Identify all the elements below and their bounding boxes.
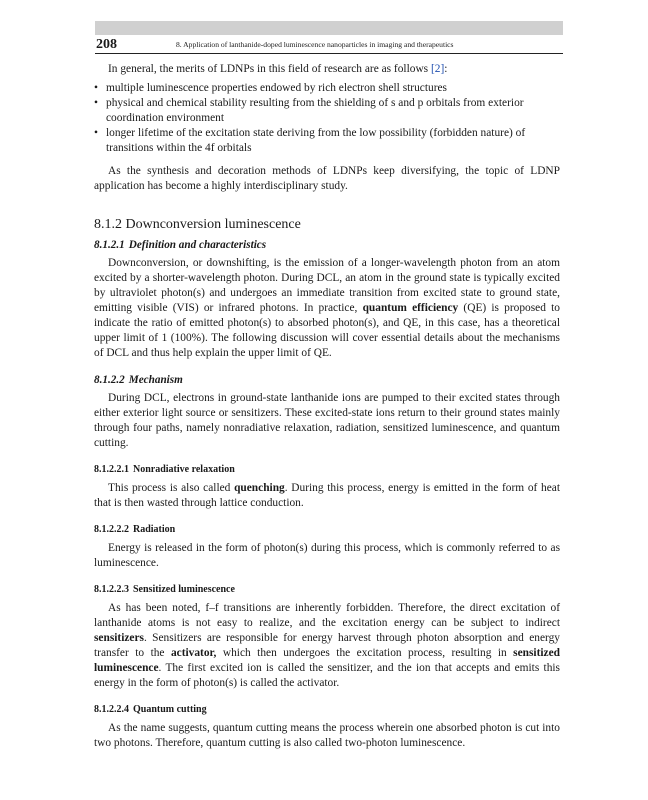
mechanism-paragraph: During DCL, electrons in ground-state lanthanide ions are pumped to their excited states through either exterior light source or sensitizers. These excited-state ions return to their ground states mainly through four paths, namely nonradiative relaxation, radiation, sensitized luminescence, and quantum cutting. <box>94 392 560 449</box>
list-item <box>94 126 560 156</box>
list-item-text: multiple luminescence properties endowed by rich electron shell structures <box>106 82 447 94</box>
sensitized-paragraph <box>94 601 560 691</box>
bullet-icon: • <box>94 127 98 139</box>
header-rule <box>95 53 563 54</box>
subsection-title: Definition and characteristics <box>128 239 267 251</box>
subsection-number: 8.1.2.2 <box>94 374 125 386</box>
heading-number: 8.1.2.2.4 <box>94 704 129 715</box>
heading-number: 8.1.2.2.2 <box>94 524 129 535</box>
heading-title: Radiation <box>133 524 176 535</box>
heading-title: Nonradiative relaxation <box>133 464 235 475</box>
list-item-text: longer lifetime of the excitation state deriving from the low possibility (forbidden nature) of transitions within the 4f orbitals <box>106 127 526 154</box>
term-quenching: quenching <box>234 482 285 494</box>
heading-nonradiative <box>94 463 560 477</box>
section-title: Downconversion luminescence <box>125 217 301 232</box>
nonradiative-paragraph <box>94 481 560 511</box>
term-sensitized-luminescence: sensitized luminescence <box>94 647 560 674</box>
header-bar <box>95 21 563 35</box>
list-item <box>94 81 560 96</box>
nonradiative-text-2: . During this process, energy is emitted in the form of heat that is then wasted through lattice conduction. <box>94 482 560 509</box>
page-body <box>94 62 560 751</box>
sensitized-text-2: . Sensitizers are responsible for energy harvest through photon absorption and energy transfer to the <box>94 632 560 659</box>
sensitized-text-3: which then undergoes the excitation process, resulting in <box>216 647 514 659</box>
subsection-title: Mechanism <box>128 374 183 386</box>
section-heading <box>94 216 560 234</box>
heading-sensitized <box>94 583 560 597</box>
sensitized-text-4: . The first excited ion is called the sensitizer, and the ion that accepts and emits this energy in the form of photon(s) is called the activator. <box>94 662 560 689</box>
term-sensitizers: sensitizers <box>94 632 144 644</box>
term-quantum-efficiency: quantum efficiency <box>362 302 459 314</box>
heading-quantum-cutting <box>94 703 560 717</box>
sensitized-text-1: As has been noted, f–f transitions are inherently forbidden. Therefore, the direct excitation of lanthanide atoms is not easy to realize, and the excitation energy can be subject to indirect <box>94 602 560 629</box>
citation-link[interactable]: [2] <box>430 63 445 75</box>
heading-radiation <box>94 523 560 537</box>
heading-title: Quantum cutting <box>133 704 207 715</box>
intro-closing-paragraph: As the synthesis and decoration methods of LDNPs keep diversifying, the topic of LDNP application has become a highly interdisciplinary study. <box>94 165 560 192</box>
subsection-heading-definition <box>94 238 560 253</box>
bullet-icon: • <box>94 97 98 109</box>
term-activator: activator, <box>170 647 217 659</box>
intro-paragraph <box>94 62 560 77</box>
radiation-paragraph: Energy is released in the form of photon(s) during this process, which is commonly referred to as luminescence. <box>94 542 560 569</box>
running-head: 8. Application of lanthanide-doped luminescence nanoparticles in imaging and therapeutics <box>176 40 454 49</box>
heading-number: 8.1.2.2.3 <box>94 584 129 595</box>
bullet-icon: • <box>94 82 98 94</box>
heading-title: Sensitized luminescence <box>133 584 235 595</box>
quantum-cutting-paragraph: As the name suggests, quantum cutting means the process wherein one absorbed photon is cut into two photons. Therefore, quantum cutting is also called two-photon luminescence. <box>94 722 560 749</box>
heading-number: 8.1.2.2.1 <box>94 464 129 475</box>
list-item-text: physical and chemical stability resulting from the shielding of s and p orbitals from exterior coordination environment <box>106 97 524 124</box>
subsection-number: 8.1.2.1 <box>94 239 125 251</box>
definition-text-1: Downconversion, or downshifting, is the emission of a longer-wavelength photon from an atom excited by a shorter-wavelength photon. During DCL, an atom in the ground state is typically excited by ultraviolet photon(s) and undergoes an immediate transition from excited state to ground state, emitting visible (VIS) or infrared photons. In practice, <box>94 257 560 314</box>
definition-paragraph <box>94 256 560 361</box>
list-item <box>94 96 560 126</box>
definition-text-2: (QE) is proposed to indicate the ratio of emitted photon(s) to absorbed photon(s), and QE, in this case, has a theoretical upper limit of 1 (100%). The following discussion will cover essential details about the mechanisms of DCL and thus help explain the upper limit of QE. <box>94 302 560 359</box>
subsection-heading-mechanism <box>94 373 560 388</box>
merits-list <box>94 81 560 156</box>
intro-lead-end: : <box>444 63 448 75</box>
nonradiative-text-1: This process is also called <box>108 482 235 494</box>
intro-lead: In general, the merits of LDNPs in this field of research are as follows <box>108 63 431 75</box>
section-number: 8.1.2 <box>94 217 122 232</box>
page-number: 208 <box>96 37 117 52</box>
